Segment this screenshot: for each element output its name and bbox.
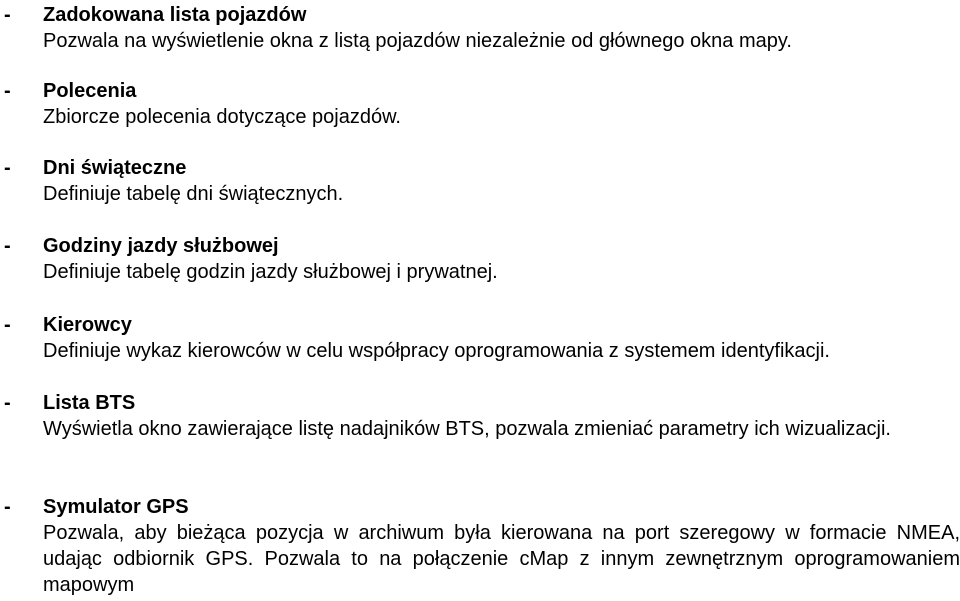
list-dash: - [4,4,11,26]
item-description: Wyświetla okno zawierające listę nadajników BTS, pozwala zmieniać parametry ich wizualizacji. [43,418,891,440]
item-title: Symulator GPS [43,496,189,518]
item-description: Definiuje wykaz kierowców w celu współpracy oprogramowania z systemem identyfikacji. [43,340,830,362]
item-description: Pozwala na wyświetlenie okna z listą pojazdów niezależnie od głównego okna mapy. [43,30,792,52]
item-description: Definiuje tabelę dni świątecznych. [43,183,344,205]
item-title: Godziny jazdy służbowej [43,235,279,257]
item-title: Zadokowana lista pojazdów [43,4,307,26]
list-dash: - [4,235,11,257]
item-description: Zbiorcze polecenia dotyczące pojazdów. [43,106,401,128]
item-title: Lista BTS [43,392,136,414]
list-dash: - [4,496,11,518]
list-dash: - [4,314,11,336]
list-dash: - [4,392,11,414]
item-title: Dni świąteczne [43,157,187,179]
list-dash: - [4,80,11,102]
item-title: Polecenia [43,80,137,102]
item-description: Definiuje tabelę godzin jazdy służbowej i prywatnej. [43,261,498,283]
item-description: Pozwala, aby bieżąca pozycja w archiwum była kierowana na port szeregowy w formacie NMEA, udając odbiornik GPS. Pozwala to na połączenie cMap z innym zewnętrznym oprogramowaniem mapowym [43,522,960,596]
item-title: Kierowcy [43,314,132,336]
list-dash: - [4,157,11,179]
